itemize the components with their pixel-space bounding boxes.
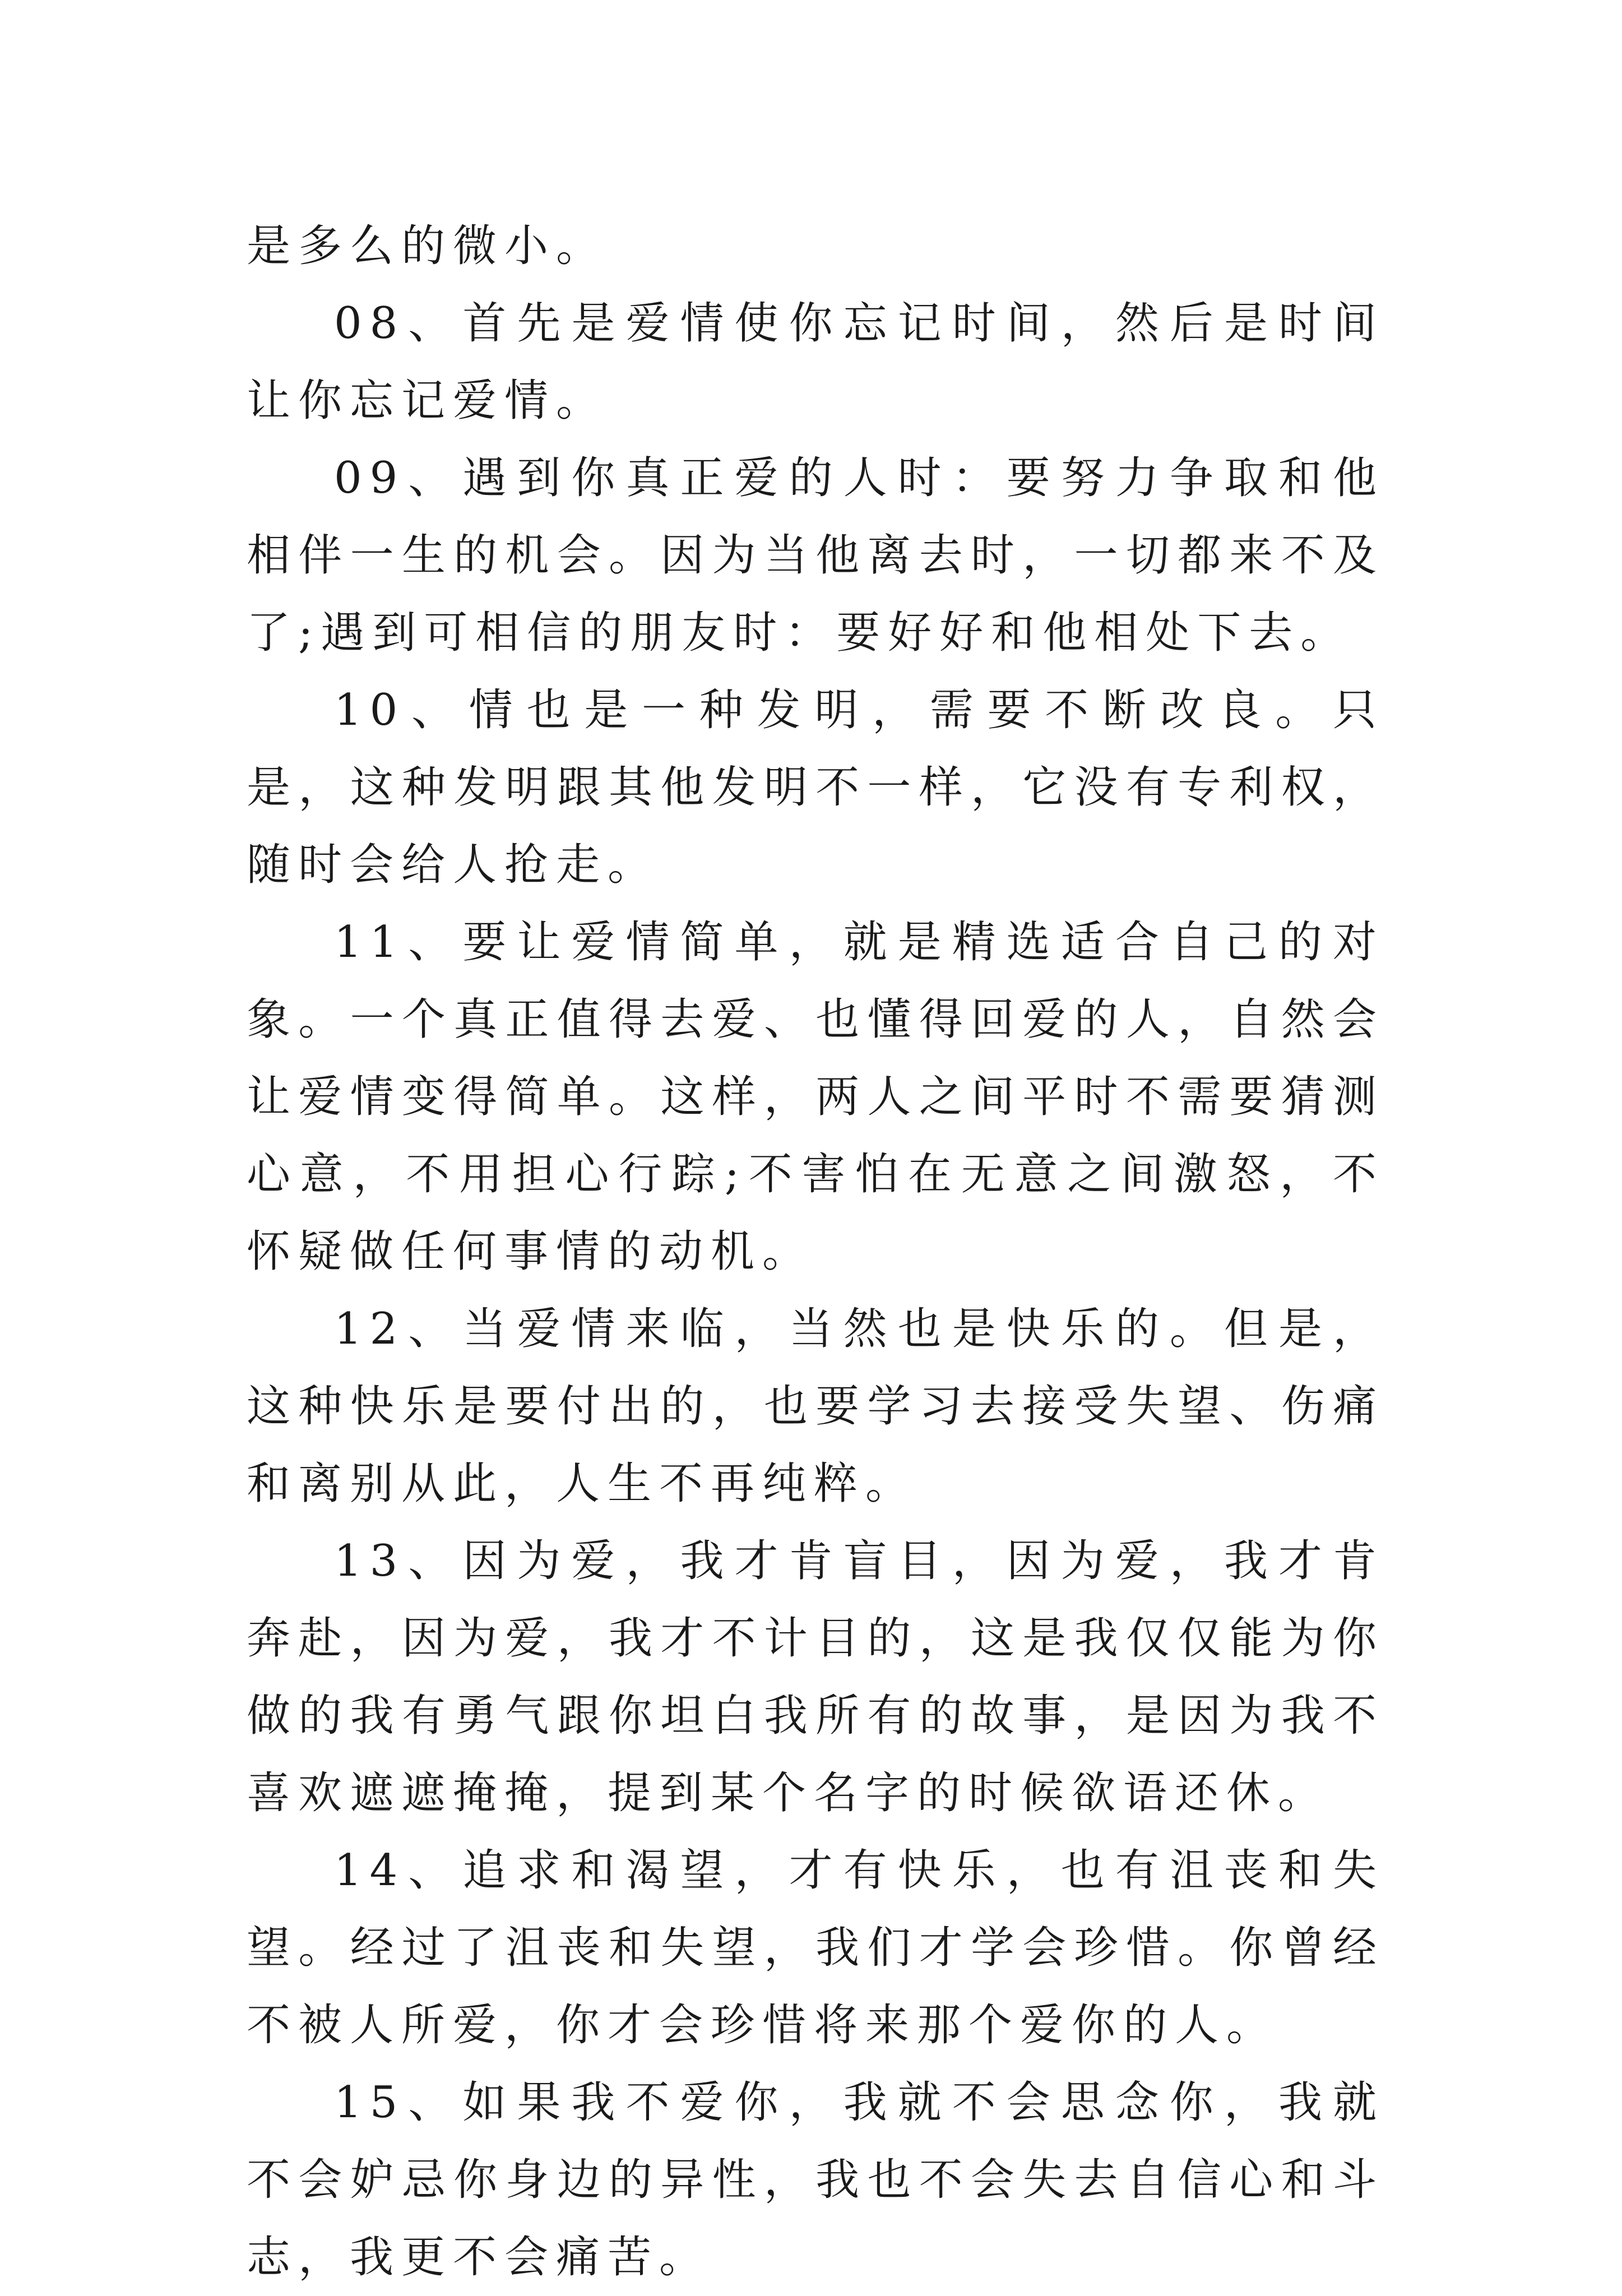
paragraph-14: 14、追求和渴望，才有快乐，也有沮丧和失望。经过了沮丧和失望，我们才学会珍惜。你曾经不被人所爱，你才会珍惜将来那个爱你的人。 <box>247 1845 1384 2050</box>
paragraph-09: 09、遇到你真正爱的人时：要努力争取和他相伴一生的机会。因为当他离去时，一切都来不及了;遇到可相信的朋友时：要好好和他相处下去。 <box>247 453 1384 658</box>
paragraph-08: 08、首先是爱情使你忘记时间，然后是时间让你忘记爱情。 <box>247 298 1384 426</box>
paragraph-13: 13、因为爱，我才肯盲目，因为爱，我才肯奔赴，因为爱，我才不计目的，这是我仅仅能为你做的我有勇气跟你坦白我所有的故事，是因为我不喜欢遮遮掩掩，提到某个名字的时候欲语还休。 <box>247 1536 1384 1818</box>
paragraph-10: 10、情也是一种发明，需要不断改良。只是，这种发明跟其他发明不一样，它没有专利权，随时会给人抢走。 <box>247 685 1384 890</box>
paragraph-continuation: 是多么的微小。 <box>247 221 608 271</box>
paragraph-12: 12、当爱情来临，当然也是快乐的。但是，这种快乐是要付出的，也要学习去接受失望、伤痛和离别从此，人生不再纯粹。 <box>247 1304 1384 1509</box>
paragraph-11: 11、要让爱情简单，就是精选适合自己的对象。一个真正值得去爱、也懂得回爱的人，自然会让爱情变得简单。这样，两人之间平时不需要猜测心意，不用担心行踪;不害怕在无意之间激怒，不怀疑做任何事情的动机。 <box>247 917 1384 1277</box>
paragraph-15: 15、如果我不爱你，我就不会思念你，我就不会妒忌你身边的异性，我也不会失去自信心和斗志，我更不会痛苦。 <box>247 2077 1384 2283</box>
document-body <box>247 207 1384 2296</box>
